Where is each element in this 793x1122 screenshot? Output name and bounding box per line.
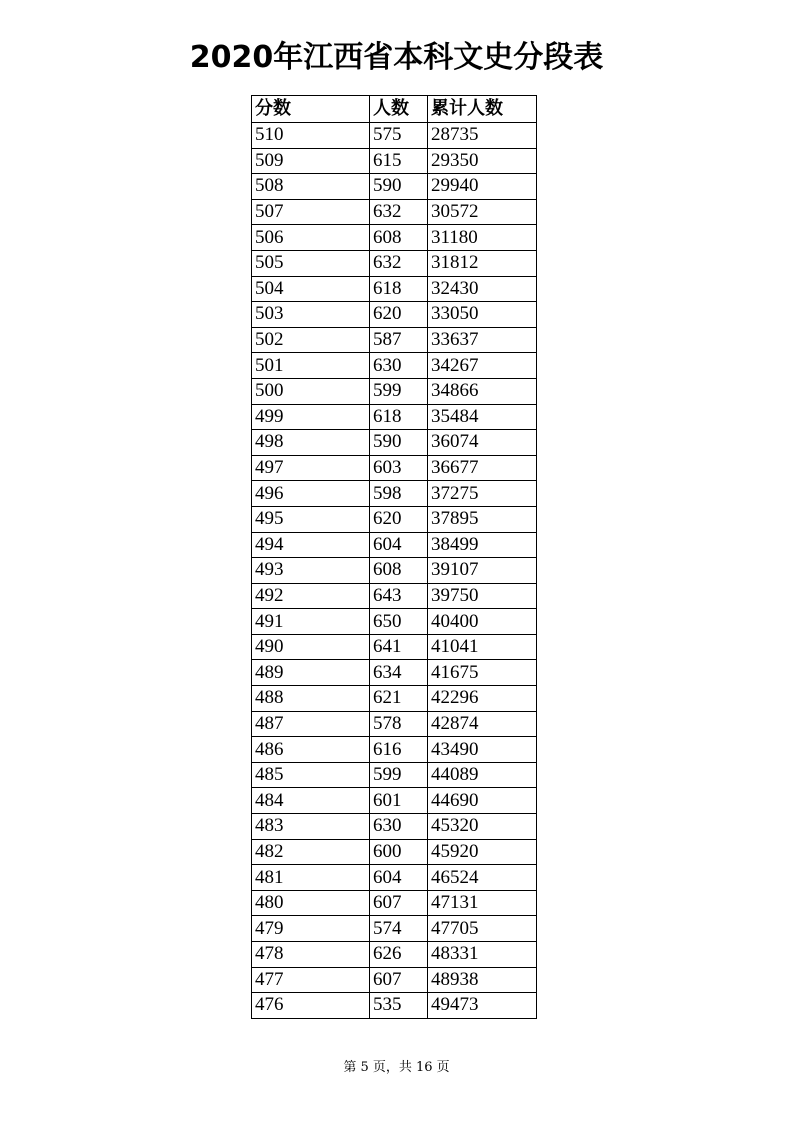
cumulative-cell: 39750: [428, 583, 537, 609]
score-cell: 499: [252, 404, 370, 430]
count-cell: 616: [370, 737, 428, 763]
table-header-row: [252, 96, 537, 123]
score-cell: 493: [252, 558, 370, 584]
cumulative-cell: 45320: [428, 814, 537, 840]
count-cell: 600: [370, 839, 428, 865]
table-row: [252, 506, 537, 532]
table-row: [252, 916, 537, 942]
cumulative-cell: 29940: [428, 174, 537, 200]
count-cell: 632: [370, 250, 428, 276]
cumulative-cell: 37275: [428, 481, 537, 507]
score-cell: 500: [252, 378, 370, 404]
table-row: [252, 353, 537, 379]
header-score: 分数: [252, 96, 370, 123]
cumulative-cell: 45920: [428, 839, 537, 865]
table-row: [252, 609, 537, 635]
table-row: [252, 660, 537, 686]
count-cell: 590: [370, 430, 428, 456]
score-cell: 495: [252, 506, 370, 532]
count-cell: 574: [370, 916, 428, 942]
cumulative-cell: 42296: [428, 686, 537, 712]
cumulative-cell: 38499: [428, 532, 537, 558]
cumulative-cell: 46524: [428, 865, 537, 891]
score-cell: 489: [252, 660, 370, 686]
table-row: [252, 327, 537, 353]
table-row: [252, 558, 537, 584]
count-cell: 618: [370, 276, 428, 302]
count-cell: 535: [370, 993, 428, 1019]
table-row: [252, 788, 537, 814]
cumulative-cell: 43490: [428, 737, 537, 763]
count-cell: 630: [370, 353, 428, 379]
score-cell: 497: [252, 455, 370, 481]
count-cell: 599: [370, 762, 428, 788]
cumulative-cell: 36074: [428, 430, 537, 456]
count-cell: 632: [370, 199, 428, 225]
table-row: [252, 404, 537, 430]
table-row: [252, 737, 537, 763]
cumulative-cell: 44089: [428, 762, 537, 788]
score-cell: 481: [252, 865, 370, 891]
header-cumulative: 累计人数: [428, 96, 537, 123]
score-cell: 494: [252, 532, 370, 558]
cumulative-cell: 29350: [428, 148, 537, 174]
cumulative-cell: 42874: [428, 711, 537, 737]
count-cell: 618: [370, 404, 428, 430]
count-cell: 607: [370, 967, 428, 993]
score-cell: 504: [252, 276, 370, 302]
score-cell: 479: [252, 916, 370, 942]
count-cell: 587: [370, 327, 428, 353]
table-row: [252, 993, 537, 1019]
score-cell: 505: [252, 250, 370, 276]
count-cell: 641: [370, 634, 428, 660]
count-cell: 620: [370, 302, 428, 328]
cumulative-cell: 35484: [428, 404, 537, 430]
table-row: [252, 942, 537, 968]
table-row: [252, 890, 537, 916]
score-table: [251, 95, 537, 1019]
page-footer: 第 5 页，共 16 页: [343, 1060, 450, 1075]
score-cell: 491: [252, 609, 370, 635]
cumulative-cell: 32430: [428, 276, 537, 302]
count-cell: 604: [370, 865, 428, 891]
count-cell: 578: [370, 711, 428, 737]
count-cell: 607: [370, 890, 428, 916]
score-cell: 498: [252, 430, 370, 456]
score-cell: 509: [252, 148, 370, 174]
cumulative-cell: 49473: [428, 993, 537, 1019]
table-row: [252, 481, 537, 507]
table-row: [252, 583, 537, 609]
cumulative-cell: 31180: [428, 225, 537, 251]
cumulative-cell: 34267: [428, 353, 537, 379]
table-row: [252, 634, 537, 660]
score-cell: 478: [252, 942, 370, 968]
count-cell: 608: [370, 225, 428, 251]
score-cell: 487: [252, 711, 370, 737]
cumulative-cell: 48331: [428, 942, 537, 968]
count-cell: 620: [370, 506, 428, 532]
count-cell: 615: [370, 148, 428, 174]
count-cell: 575: [370, 123, 428, 149]
count-cell: 621: [370, 686, 428, 712]
table-row: [252, 686, 537, 712]
table-row: [252, 430, 537, 456]
score-cell: 510: [252, 123, 370, 149]
header-count: 人数: [370, 96, 428, 123]
table-body: [252, 123, 537, 1019]
score-cell: 501: [252, 353, 370, 379]
cumulative-cell: 33050: [428, 302, 537, 328]
score-cell: 476: [252, 993, 370, 1019]
cumulative-cell: 30572: [428, 199, 537, 225]
cumulative-cell: 28735: [428, 123, 537, 149]
table-row: [252, 250, 537, 276]
score-cell: 496: [252, 481, 370, 507]
count-cell: 626: [370, 942, 428, 968]
table-row: [252, 455, 537, 481]
cumulative-cell: 36677: [428, 455, 537, 481]
cumulative-cell: 47705: [428, 916, 537, 942]
cumulative-cell: 39107: [428, 558, 537, 584]
table-row: [252, 378, 537, 404]
table-row: [252, 174, 537, 200]
cumulative-cell: 48938: [428, 967, 537, 993]
table-row: [252, 148, 537, 174]
count-cell: 599: [370, 378, 428, 404]
count-cell: 650: [370, 609, 428, 635]
score-cell: 483: [252, 814, 370, 840]
page-title: 2020年江西省本科文史分段表: [189, 40, 604, 75]
table-row: [252, 967, 537, 993]
table-row: [252, 276, 537, 302]
cumulative-cell: 44690: [428, 788, 537, 814]
cumulative-cell: 40400: [428, 609, 537, 635]
cumulative-cell: 33637: [428, 327, 537, 353]
score-cell: 507: [252, 199, 370, 225]
table-row: [252, 532, 537, 558]
table-row: [252, 225, 537, 251]
score-cell: 485: [252, 762, 370, 788]
score-cell: 508: [252, 174, 370, 200]
table-row: [252, 123, 537, 149]
count-cell: 608: [370, 558, 428, 584]
count-cell: 604: [370, 532, 428, 558]
table-row: [252, 199, 537, 225]
cumulative-cell: 34866: [428, 378, 537, 404]
score-cell: 482: [252, 839, 370, 865]
score-cell: 492: [252, 583, 370, 609]
count-cell: 590: [370, 174, 428, 200]
table-row: [252, 711, 537, 737]
table-row: [252, 814, 537, 840]
count-cell: 643: [370, 583, 428, 609]
count-cell: 634: [370, 660, 428, 686]
score-cell: 490: [252, 634, 370, 660]
score-cell: 480: [252, 890, 370, 916]
score-cell: 506: [252, 225, 370, 251]
count-cell: 630: [370, 814, 428, 840]
score-cell: 484: [252, 788, 370, 814]
count-cell: 601: [370, 788, 428, 814]
count-cell: 598: [370, 481, 428, 507]
score-cell: 477: [252, 967, 370, 993]
count-cell: 603: [370, 455, 428, 481]
score-cell: 488: [252, 686, 370, 712]
table-row: [252, 762, 537, 788]
table-row: [252, 302, 537, 328]
cumulative-cell: 31812: [428, 250, 537, 276]
cumulative-cell: 37895: [428, 506, 537, 532]
score-cell: 503: [252, 302, 370, 328]
cumulative-cell: 41675: [428, 660, 537, 686]
table-row: [252, 865, 537, 891]
cumulative-cell: 47131: [428, 890, 537, 916]
table-row: [252, 839, 537, 865]
cumulative-cell: 41041: [428, 634, 537, 660]
score-cell: 502: [252, 327, 370, 353]
score-cell: 486: [252, 737, 370, 763]
